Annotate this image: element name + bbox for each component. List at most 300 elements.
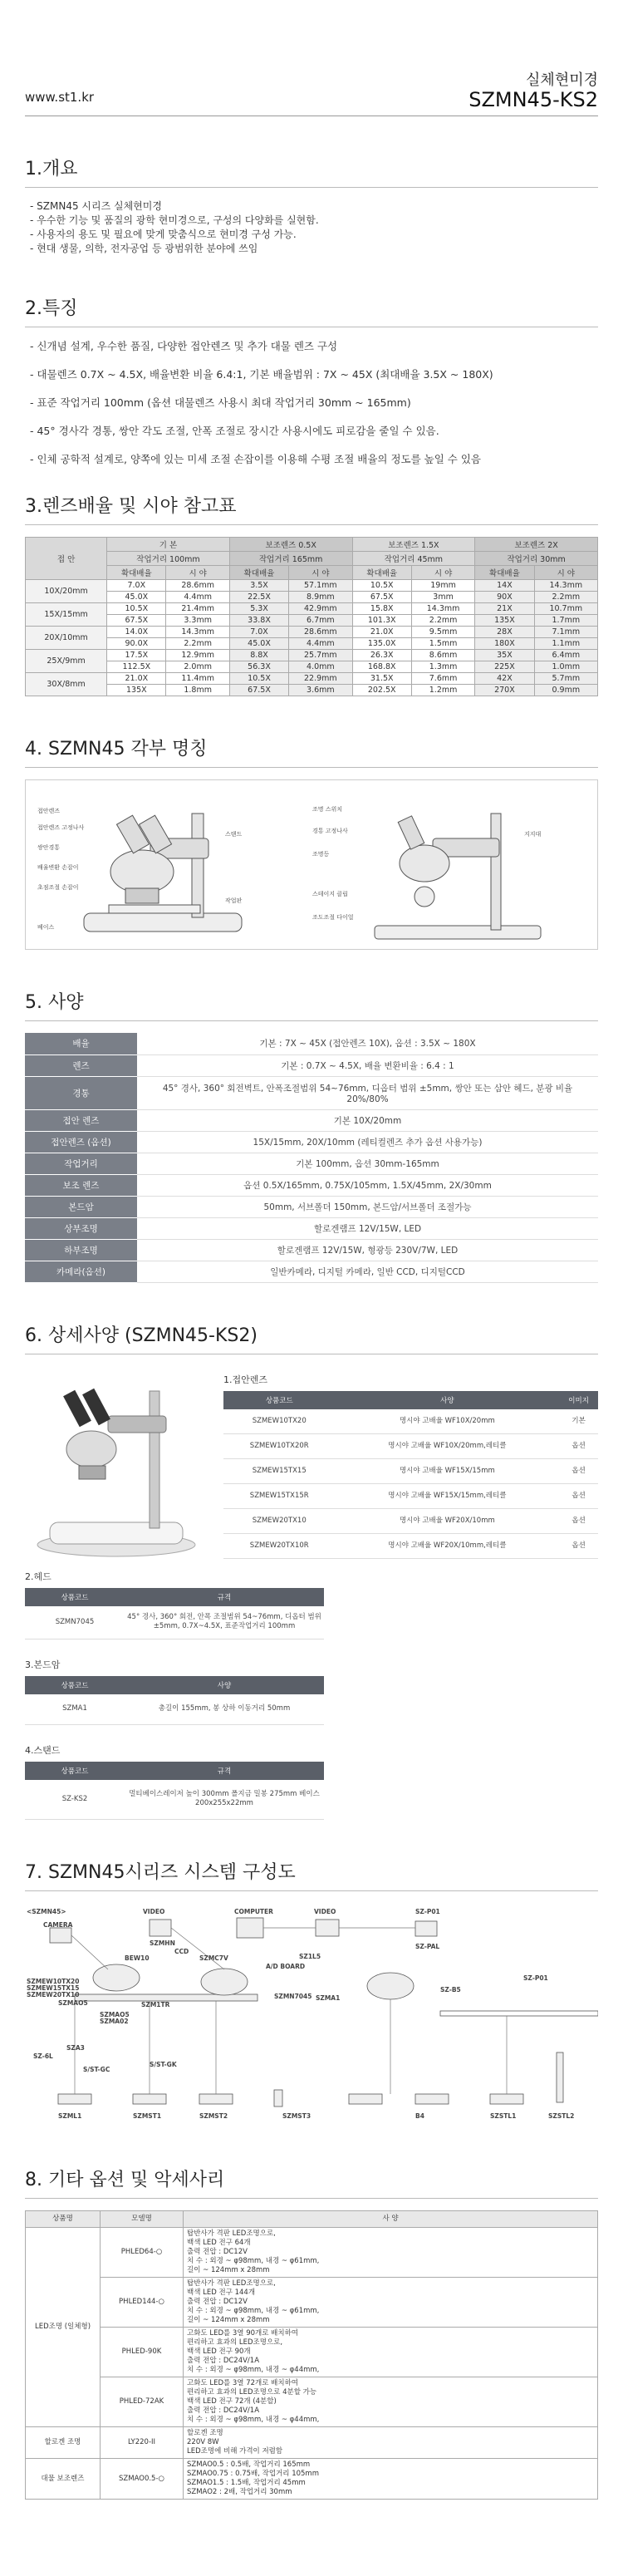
- table-cell: 168.8X: [352, 661, 411, 673]
- table-row: [25, 1131, 598, 1153]
- table-row: [223, 1459, 598, 1484]
- table-row: [26, 2459, 598, 2500]
- system-label: SZMAO5: [58, 1999, 88, 2007]
- system-label: SZA3: [66, 2044, 85, 2052]
- table-row: [26, 661, 598, 673]
- column-header: 규격: [125, 1588, 324, 1606]
- part-label: 경통 고정나사: [312, 828, 348, 834]
- spec-line: 고화도 LED를 3열 90개로 배치하여: [187, 2329, 299, 2338]
- eyepiece-cell: 15X/15mm: [26, 603, 107, 627]
- column-header: 작업거리 100mm: [107, 552, 230, 566]
- table-cell: 명시야 고배율 WF20X/10mm: [335, 1509, 559, 1534]
- table-cell: 멀티베이스레이저 높이 300mm 폴지금 밀봉 275mm 베이스 200x255x22mm: [125, 1780, 324, 1820]
- features-list: [25, 339, 598, 467]
- eyepiece-cell: 20X/10mm: [26, 627, 107, 650]
- spec-key: 접안렌즈 (옵션): [25, 1131, 137, 1153]
- table-cell: 28.6mm: [289, 627, 352, 638]
- column-header: 상품명: [26, 2211, 101, 2228]
- table-cell: 202.5X: [352, 685, 411, 696]
- spec-value: 50mm, 서브폴더 150mm, 본드암/서브폴더 조절가능: [137, 1196, 598, 1217]
- table-cell: SZMEW15TX15R: [223, 1484, 335, 1509]
- table-cell: 35X: [475, 650, 534, 661]
- system-label: S/ST-GK: [150, 2061, 177, 2068]
- table-row: [26, 2377, 598, 2427]
- page-header: [25, 0, 598, 116]
- column-header: 작업거리 165mm: [229, 552, 352, 566]
- system-label: SZMHN: [150, 1939, 175, 1947]
- column-header: 규격: [125, 1762, 324, 1780]
- system-label: S/ST-GC: [83, 2066, 110, 2073]
- table-cell: 9.5mm: [411, 627, 474, 638]
- eyepiece-block: [223, 1366, 598, 1561]
- table-row: [26, 685, 598, 696]
- product-category: 실체현미경: [526, 71, 598, 89]
- column-header: 보조렌즈 0.5X: [229, 538, 352, 552]
- table-cell: 6.7mm: [289, 615, 352, 627]
- column-header: 시 야: [411, 566, 474, 580]
- part-label: 접안렌즈: [37, 808, 61, 814]
- table-cell: 22.9mm: [289, 673, 352, 685]
- table-cell: 225X: [475, 661, 534, 673]
- column-header: 시 야: [289, 566, 352, 580]
- system-label: SZMST2: [199, 2112, 228, 2120]
- table-row: [25, 1606, 324, 1639]
- detail-top: [25, 1366, 598, 1561]
- spec-key: 경통: [25, 1076, 137, 1109]
- table-cell: 21.0X: [107, 673, 166, 685]
- table-row: [25, 1196, 598, 1217]
- parts-diagram: [25, 779, 598, 950]
- table-row: [223, 1409, 598, 1434]
- table-cell: 명시야 고배율 WF10X/20mm: [335, 1409, 559, 1434]
- part-label: 접안렌즈 고정나사: [37, 824, 85, 831]
- subsection-title: 3.본드암: [25, 1659, 61, 1670]
- system-label: SZ-B5: [440, 1986, 461, 1993]
- subsection-title: 2.헤드: [25, 1571, 52, 1582]
- table-row: [25, 1780, 324, 1820]
- option-category: 할로겐 조명: [26, 2427, 101, 2459]
- table-cell: 67.5X: [107, 615, 166, 627]
- table-cell: 1.3mm: [411, 661, 474, 673]
- spec-line: SZMAO0.75 : 0.75배, 작업거리 105mm: [187, 2470, 319, 2478]
- spec-value: 45° 경사, 360° 회전벽트, 안폭조절범위 54~76mm, 디옵터 범위 ±5mm, 쌍안 또는 삼안 헤드, 분광 비율 20%/80%: [137, 1076, 598, 1109]
- table-cell: 10.5X: [229, 673, 288, 685]
- system-label: SZMST1: [133, 2112, 162, 2120]
- column-header: 시 야: [166, 566, 229, 580]
- table-cell: 10.7mm: [534, 603, 597, 615]
- spec-line: 출력 전압 : DC12V: [187, 2298, 248, 2306]
- eyepiece-cell: 10X/20mm: [26, 580, 107, 603]
- spec-line: 220V 8W: [187, 2438, 219, 2446]
- list-item: - 신개념 설계, 우수한 품질, 다양한 접안렌즈 및 추가 대물 렌즈 구성: [30, 340, 338, 352]
- column-header: 이미지: [559, 1391, 598, 1409]
- column-header: 보조렌즈 1.5X: [352, 538, 475, 552]
- table-cell: 옵션: [559, 1459, 598, 1484]
- table-cell: 2.2mm: [411, 615, 474, 627]
- part-label: 지지대: [524, 831, 542, 838]
- column-header: 확대배율: [352, 566, 411, 580]
- table-cell: 3.5X: [229, 580, 288, 592]
- table-cell: 67.5X: [352, 592, 411, 603]
- table-cell: 7.1mm: [534, 627, 597, 638]
- table-row: [26, 538, 598, 552]
- option-model: PHLED-72AK: [101, 2377, 184, 2427]
- column-header: 모델명: [101, 2211, 184, 2228]
- spec-line: 편리하고 효과의 LED조명으로 4분할 가능: [187, 2388, 317, 2397]
- system-label: CCD: [174, 1948, 189, 1955]
- spec-key: 보조 렌즈: [25, 1174, 137, 1196]
- table-row: [26, 580, 598, 592]
- options-table: [25, 2210, 598, 2500]
- table-cell: SZMEW20TX10R: [223, 1534, 335, 1559]
- table-cell: 45.0X: [229, 638, 288, 650]
- table-cell: 1.5mm: [411, 638, 474, 650]
- column-header: 접 안: [26, 538, 107, 580]
- system-label: SZSTL2: [548, 2112, 575, 2120]
- table-cell: 옵션: [559, 1434, 598, 1459]
- column-header: 사양: [125, 1676, 324, 1694]
- table-cell: 옵션: [559, 1534, 598, 1559]
- eyepiece-cell: 30X/8mm: [26, 673, 107, 696]
- system-label: SZML1: [58, 2112, 82, 2120]
- spec-line: 길이 ~ 124mm x 28mm: [187, 2266, 270, 2274]
- spec-section: [0, 988, 623, 1283]
- table-row: [26, 650, 598, 661]
- system-label: VIDEO: [143, 1908, 165, 1915]
- spec-key: 렌즈: [25, 1054, 137, 1076]
- spec-line: 탑반사가 격판 LED조명으로,: [187, 2279, 276, 2288]
- system-label: SZ-P01: [523, 1974, 548, 1982]
- spec-key: 하부조명: [25, 1239, 137, 1261]
- list-item: - 대물렌즈 0.7X ~ 4.5X, 배율변환 비율 6.4:1, 기본 배율범위 : 7X ~ 45X (최대배율 3.5X ~ 180X): [30, 368, 493, 381]
- table-cell: 42X: [475, 673, 534, 685]
- section-title: 4. SZMN45 각부 명칭: [25, 735, 598, 768]
- system-label: SZ-6L: [33, 2052, 53, 2060]
- system-label: <SZMN45>: [27, 1908, 66, 1915]
- system-label: SZMN7045: [274, 1993, 312, 2000]
- spec-table: [25, 1033, 598, 1283]
- table-cell: 3.3mm: [166, 615, 229, 627]
- system-label: SZMA1: [316, 1994, 341, 2002]
- system-label: SZ-P01: [415, 1908, 440, 1915]
- table-cell: 3.6mm: [289, 685, 352, 696]
- list-item: - 인체 공학적 설계로, 양쪽에 있는 미세 조절 손잡이를 이용해 수평 조절 배율의 정도를 높일 수 있음: [30, 453, 481, 465]
- part-label: 배율변환 손잡이: [37, 864, 79, 871]
- table-row: [26, 627, 598, 638]
- table-row: [25, 1694, 324, 1724]
- table-cell: 4.4mm: [166, 592, 229, 603]
- table-cell: 4.0mm: [289, 661, 352, 673]
- spec-value: 15X/15mm, 20X/10mm (레티컬렌즈 추가 옵션 사용가능): [137, 1131, 598, 1153]
- spec-line: 출력 전압 : DC24V/1A: [187, 2406, 260, 2415]
- table-cell: 90.0X: [107, 638, 166, 650]
- spec-value: 할로겐램프 12V/15W, LED: [137, 1217, 598, 1239]
- microscope-parts-illustration: [26, 780, 597, 949]
- table-cell: 135X: [107, 685, 166, 696]
- head-table: [25, 1588, 324, 1640]
- spec-key: 배율: [25, 1033, 137, 1054]
- spec-value: 옵션 0.5X/165mm, 0.75X/105mm, 1.5X/45mm, 2X/30mm: [137, 1174, 598, 1196]
- system-diagram: [25, 1903, 598, 2127]
- column-header: 상품코드: [25, 1588, 125, 1606]
- table-cell: SZMA1: [25, 1694, 125, 1724]
- table-cell: 45° 경사, 360° 회전, 안폭 조절범위 54~76mm, 디옵터 범위 ±5mm, 0.7X~4.5X, 표준작업거리 100mm: [125, 1606, 324, 1639]
- table-cell: 1.0mm: [534, 661, 597, 673]
- options-section: [0, 2166, 623, 2524]
- column-header: 보조렌즈 2X: [475, 538, 598, 552]
- column-header: 작업거리 45mm: [352, 552, 475, 566]
- table-row: [26, 2278, 598, 2328]
- table-row: [25, 1153, 598, 1174]
- table-row: [26, 566, 598, 580]
- table-row: [26, 638, 598, 650]
- column-header: 확대배율: [475, 566, 534, 580]
- system-label: BEW10: [125, 1954, 150, 1962]
- list-item: - 45° 경사각 경통, 쌍안 각도 조절, 안폭 조절로 장시간 사용시에도 피로감을 줄일 수 있음.: [30, 425, 439, 437]
- column-header: 상품코드: [223, 1391, 335, 1409]
- part-label: 초점조절 손잡이: [37, 884, 79, 891]
- option-model: PHLED-90K: [101, 2328, 184, 2377]
- spec-line: 탑반사가 격판 LED조명으로,: [187, 2229, 276, 2238]
- table-cell: 135X: [475, 615, 534, 627]
- list-item: - 사용자의 용도 및 필요에 맞게 맞춤식으로 현미경 구성 가능.: [30, 229, 297, 240]
- spec-key: 상부조명: [25, 1217, 137, 1239]
- column-header: 상품코드: [25, 1762, 125, 1780]
- list-item: - SZMN45 시리즈 실체현미경: [30, 200, 162, 212]
- column-header: 확대배율: [229, 566, 288, 580]
- spec-line: SZMAO0.5 : 0.5배, 작업거리 165mm: [187, 2460, 311, 2469]
- table-cell: 7.0X: [229, 627, 288, 638]
- spec-value: 일반카메라, 디지털 카메라, 일반 CCD, 디지털CCD: [137, 1261, 598, 1282]
- table-cell: 14.0X: [107, 627, 166, 638]
- table-cell: 4.4mm: [289, 638, 352, 650]
- table-cell: 8.9mm: [289, 592, 352, 603]
- table-cell: 5.7mm: [534, 673, 597, 685]
- features-section: [0, 294, 623, 467]
- system-label: CAMERA: [43, 1921, 73, 1929]
- table-row: [26, 673, 598, 685]
- table-cell: 7.6mm: [411, 673, 474, 685]
- part-label: 조명등: [312, 851, 330, 858]
- section-title: 3.렌즈배율 및 시야 참고표: [25, 492, 598, 525]
- spec-key: 작업거리: [25, 1153, 137, 1174]
- table-cell: 57.1mm: [289, 580, 352, 592]
- subsection-title: 1.접안렌즈: [223, 1374, 267, 1385]
- spec-value: 기본 : 0.7X ~ 4.5X, 배율 변환비율 : 6.4 : 1: [137, 1054, 598, 1076]
- table-cell: 14.3mm: [411, 603, 474, 615]
- stand-table: [25, 1762, 324, 1821]
- column-header: 상품코드: [25, 1676, 125, 1694]
- spec-key: 접안 렌즈: [25, 1109, 137, 1131]
- section-title: 1.개요: [25, 155, 598, 188]
- spec-line: 백색 LED 전구 64개: [187, 2239, 251, 2247]
- table-cell: 21X: [475, 603, 534, 615]
- table-cell: SZMEW10TX20: [223, 1409, 335, 1434]
- column-header: 사 양: [184, 2211, 598, 2228]
- table-cell: 22.5X: [229, 592, 288, 603]
- eyepiece-cell: 25X/9mm: [26, 650, 107, 673]
- table-cell: SZMN7045: [25, 1606, 125, 1639]
- table-cell: 56.3X: [229, 661, 288, 673]
- option-model: SZMAO0.5-○: [101, 2459, 184, 2500]
- section-title: 8. 기타 옵션 및 악세사리: [25, 2166, 598, 2199]
- system-label: SZMC7V: [199, 1954, 228, 1962]
- table-cell: 총길이 155mm, 봉 상하 이동거리 50mm: [125, 1694, 324, 1724]
- spec-line: 치 수 : 외경 ~ φ98mm, 내경 ~ φ44mm,: [187, 2416, 320, 2424]
- system-label: SZMEW10TX20: [27, 1978, 80, 1985]
- table-cell: 명시야 고배율 WF10X/20mm,레티클: [335, 1434, 559, 1459]
- table-cell: 25.7mm: [289, 650, 352, 661]
- subsection-title: 4.스탠드: [25, 1744, 61, 1756]
- system-label: SZ-PAL: [415, 1943, 440, 1950]
- table-row: [25, 1174, 598, 1196]
- spec-line: LED조명에 비해 가격이 저렴함: [187, 2447, 283, 2456]
- table-cell: 14.3mm: [166, 627, 229, 638]
- spec-value: 기본 100mm, 옵션 30mm-165mm: [137, 1153, 598, 1174]
- site-url[interactable]: www.st1.kr: [25, 90, 95, 105]
- table-cell: 2.0mm: [166, 661, 229, 673]
- table-cell: 6.4mm: [534, 650, 597, 661]
- column-header: 작업거리 30mm: [475, 552, 598, 566]
- table-row: [26, 592, 598, 603]
- overview-section: [0, 155, 623, 256]
- column-header: 확대배율: [107, 566, 166, 580]
- spec-line: 백색 LED 전구 144개: [187, 2288, 256, 2297]
- bond-table: [25, 1676, 324, 1725]
- table-cell: SZMEW20TX10: [223, 1509, 335, 1534]
- table-row: [223, 1434, 598, 1459]
- table-cell: 8.8X: [229, 650, 288, 661]
- spec-value: 기본 : 7X ~ 45X (접안렌즈 10X), 옵션 : 3.5X ~ 180X: [137, 1033, 598, 1054]
- system-section: [0, 1858, 623, 2127]
- table-cell: 28X: [475, 627, 534, 638]
- table-cell: 0.9mm: [534, 685, 597, 696]
- spec-line: 백색 LED 전구 90개: [187, 2347, 251, 2356]
- table-row: [26, 2427, 598, 2459]
- table-cell: 21.0X: [352, 627, 411, 638]
- list-item: - 우수한 기능 및 품질의 광학 현미경으로, 구성의 다양화를 실현함.: [30, 214, 319, 226]
- system-label: SZMEW15TX15: [27, 1984, 80, 1992]
- spec-value: 기본 10X/20mm: [137, 1109, 598, 1131]
- table-cell: 12.9mm: [166, 650, 229, 661]
- table-cell: 15.8X: [352, 603, 411, 615]
- part-label: 스테이지 클립: [312, 891, 348, 897]
- spec-line: 백색 LED 전구 72개 (4분할): [187, 2397, 277, 2406]
- spec-line: 출력 전압 : DC24V/1A: [187, 2357, 260, 2365]
- spec-line: SZMAO2 : 2배, 작업거리 30mm: [187, 2488, 292, 2496]
- magnification-section: [0, 492, 623, 696]
- table-row: [26, 2228, 598, 2278]
- table-cell: 45.0X: [107, 592, 166, 603]
- table-cell: 1.2mm: [411, 685, 474, 696]
- option-category: LED조명 (일체형): [26, 2228, 101, 2427]
- list-item: - 현대 생물, 의학, 전자공업 등 광범위한 분야에 쓰임: [30, 243, 258, 254]
- system-label: SZ1L5: [299, 1953, 321, 1960]
- option-model: PHLED144-○: [101, 2278, 184, 2328]
- table-cell: 14.3mm: [534, 580, 597, 592]
- section-title: 2.특징: [25, 294, 598, 327]
- table-row: [25, 1261, 598, 1282]
- spec-line: 출력 전압 : DC12V: [187, 2248, 248, 2256]
- table-cell: 17.5X: [107, 650, 166, 661]
- table-cell: 33.8X: [229, 615, 288, 627]
- option-model: PHLED64-○: [101, 2228, 184, 2278]
- part-label: 베이스: [37, 924, 55, 931]
- table-cell: 5.3X: [229, 603, 288, 615]
- table-cell: 101.3X: [352, 615, 411, 627]
- spec-line: SZMAO1.5 : 1.5배, 작업거리 45mm: [187, 2479, 306, 2487]
- system-label: SZMEW20TX10: [27, 1991, 80, 1998]
- table-cell: 1.7mm: [534, 615, 597, 627]
- table-cell: 옵션: [559, 1484, 598, 1509]
- part-label: 조도조절 다이얼: [312, 914, 354, 921]
- table-cell: 10.5X: [352, 580, 411, 592]
- table-row: [223, 1509, 598, 1534]
- table-cell: 2.2mm: [166, 638, 229, 650]
- system-label: SZM1TR: [141, 2001, 170, 2008]
- table-cell: 2.2mm: [534, 592, 597, 603]
- list-item: - 표준 작업거리 100mm (옵션 대물렌즈 사용시 최대 작업거리 30mm ~ 165mm): [30, 396, 411, 409]
- spec-line: 치 수 : 외경 ~ φ98mm, 내경 ~ φ44mm,: [187, 2366, 320, 2374]
- option-model: LY220-II: [101, 2427, 184, 2459]
- table-row: [223, 1534, 598, 1559]
- eyepiece-table: [223, 1391, 598, 1560]
- column-header: 시 야: [534, 566, 597, 580]
- system-label: VIDEO: [314, 1908, 336, 1915]
- part-label: 작업판: [225, 897, 243, 904]
- table-cell: 명시야 고배율 WF15X/15mm: [335, 1459, 559, 1484]
- table-cell: 1.1mm: [534, 638, 597, 650]
- table-cell: 135.0X: [352, 638, 411, 650]
- spec-line: 치 수 : 외경 ~ φ98mm, 내경 ~ φ61mm,: [187, 2257, 320, 2265]
- table-cell: 31.5X: [352, 673, 411, 685]
- table-cell: 14X: [475, 580, 534, 592]
- spec-key: 카메라(옵션): [25, 1261, 137, 1282]
- table-cell: 옵션: [559, 1509, 598, 1534]
- table-cell: SZMEW15TX15: [223, 1459, 335, 1484]
- spec-value: 할로겐램프 12V/15W, 형광등 230V/7W, LED: [137, 1239, 598, 1261]
- table-row: [25, 1217, 598, 1239]
- table-cell: 기본: [559, 1409, 598, 1434]
- table-cell: 90X: [475, 592, 534, 603]
- table-cell: 180X: [475, 638, 534, 650]
- option-spec: [184, 2459, 598, 2500]
- option-category: 대물 보조렌즈: [26, 2459, 101, 2500]
- system-label: SZMA02: [100, 2018, 129, 2025]
- section-title: 5. 사양: [25, 988, 598, 1021]
- table-row: [25, 1239, 598, 1261]
- table-cell: 28.6mm: [166, 580, 229, 592]
- column-header: 사양: [335, 1391, 559, 1409]
- table-cell: 명시야 고배율 WF20X/10mm,레티클: [335, 1534, 559, 1559]
- table-cell: 112.5X: [107, 661, 166, 673]
- table-cell: 26.3X: [352, 650, 411, 661]
- table-row: [25, 1033, 598, 1054]
- system-label: A/D BOARD: [266, 1963, 306, 1970]
- spec-line: 할로겐 조명: [187, 2429, 223, 2437]
- column-header: 기 본: [107, 538, 230, 552]
- table-cell: 10.5X: [107, 603, 166, 615]
- table-row: [26, 603, 598, 615]
- system-label: COMPUTER: [234, 1908, 273, 1915]
- option-spec: [184, 2278, 598, 2328]
- system-label: SZMAO5: [100, 2011, 130, 2018]
- overview-list: [25, 199, 598, 256]
- table-cell: 1.8mm: [166, 685, 229, 696]
- section-title: 7. SZMN45시리즈 시스템 구성도: [25, 1858, 598, 1891]
- section-title: 6. 상세사양 (SZMN45-KS2): [25, 1321, 598, 1354]
- spec-line: 치 수 : 외경 ~ φ98mm, 내경 ~ φ61mm,: [187, 2307, 320, 2315]
